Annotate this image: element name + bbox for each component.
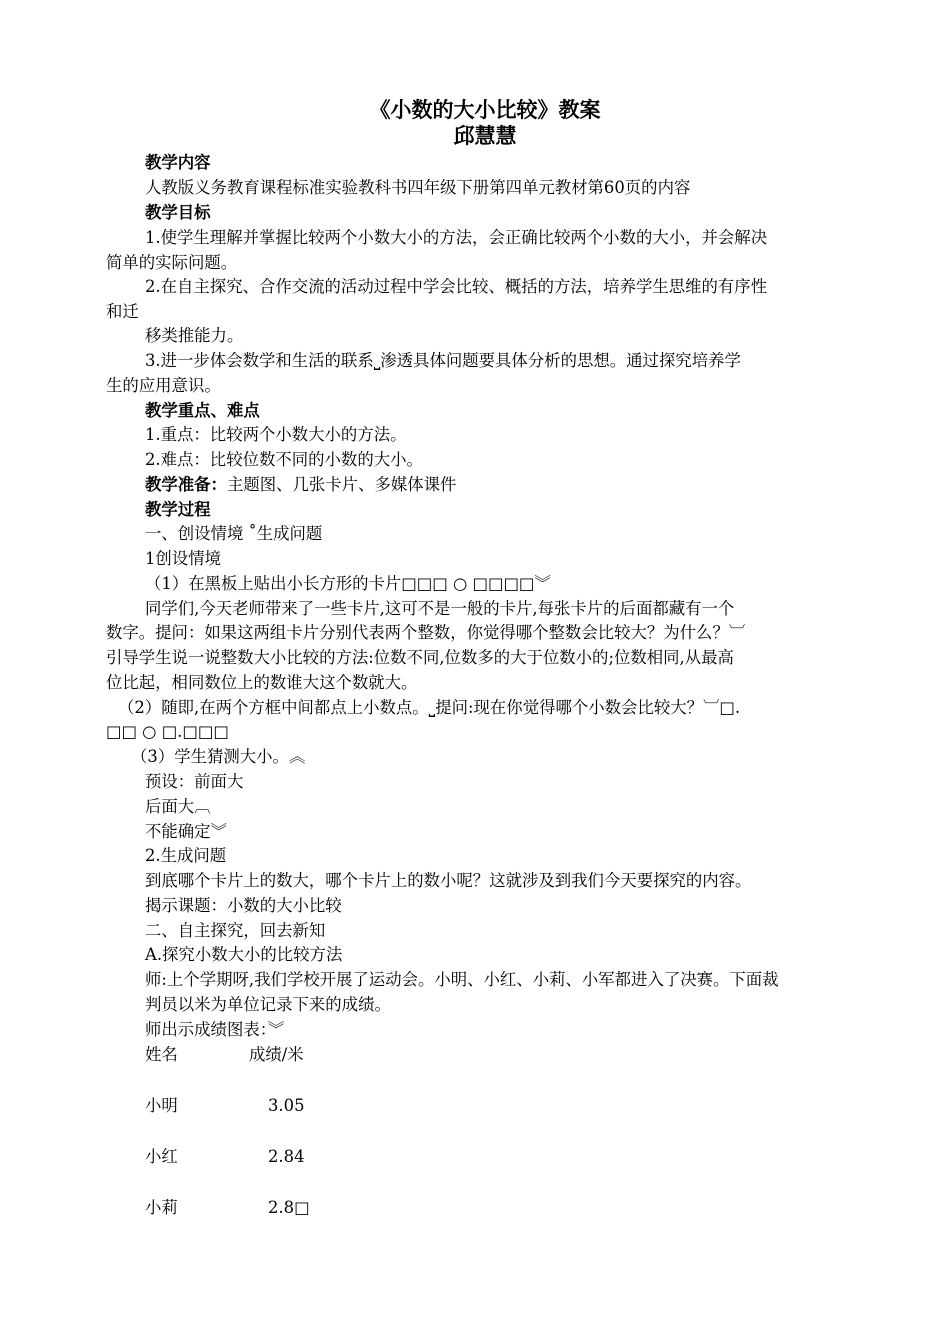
heading-teaching-content: 教学内容 [145, 153, 211, 172]
process-line: 一、创设情境 ˚生成问题 [145, 524, 323, 543]
goal-1-line-2: 简单的实际问题。 [106, 253, 238, 272]
process-line: □□ ○ □.□□□ [106, 722, 229, 741]
goal-2-line-1: 2.在自主探究、合作交流的活动过程中学会比较、概括的方法，培养学生思维的有序性 [145, 277, 768, 296]
goal-3-line-2: 生的应用意识。 [106, 376, 221, 395]
process-line: 数字。提问：如果这两组卡片分别代表两个整数，你觉得哪个整数会比较大？为什么？︺ [106, 623, 746, 642]
preparation-label: 教学准备： [145, 475, 227, 494]
table-cell-score: 2.8□ [268, 1198, 310, 1217]
process-line: 判员以米为单位记录下来的成绩。 [145, 995, 391, 1014]
heading-teaching-goals: 教学目标 [145, 203, 211, 222]
goal-2-line-2: 和迁 [106, 302, 139, 321]
goal-2-line-3: 移类推能力。 [145, 326, 244, 345]
process-line: 引导学生说一说整数大小比较的方法:位数不同,位数多的大于位数小的;位数相同,从最高 [106, 648, 734, 667]
process-line: 2.生成问题 [145, 846, 227, 865]
document-title: 《小数的大小比较》教案 [369, 98, 601, 122]
process-line: 同学们,今天老师带来了一些卡片,这可不是一般的卡片,每张卡片的后面都藏有一个 [145, 599, 735, 618]
table-cell-score: 2.84 [268, 1147, 305, 1166]
process-line: 1创设情境 [145, 549, 221, 568]
preparation-text: 主题图、几张卡片、多媒体课件 [226, 475, 457, 494]
table-cell-score: 3.05 [268, 1096, 305, 1115]
process-line: （1）在黑板上贴出小长方形的卡片□□□ ○ □□□□︾ [145, 574, 551, 593]
process-line: （3）学生猜测大小。︽ [131, 747, 306, 766]
process-line: 位比起，相同数位上的数谁大这个数就大。 [106, 673, 418, 692]
table-cell-name: 小明 [145, 1096, 178, 1115]
goal-3-line-1: 3.进一步体会数学和生活的联系⎵渗透具体问题要具体分析的思想。通过探究培养学 [145, 351, 741, 370]
document-author: 邱慧慧 [453, 124, 517, 148]
process-line: 二、自主探究，回去新知 [145, 921, 326, 940]
table-cell-name: 小莉 [145, 1198, 178, 1217]
process-line: 到底哪个卡片上的数大，哪个卡片上的数小呢？这就涉及到我们今天要探究的内容。 [145, 871, 752, 890]
table-header-name: 姓名 [145, 1045, 178, 1064]
process-line: 后面大︹ [145, 797, 211, 816]
process-line: （2）随即,在两个方框中间都点上小数点。⎵提问:现在你觉得哪个小数会比较大？︺□. [118, 698, 741, 717]
teaching-preparation [145, 473, 456, 497]
process-line: 师:上个学期呀,我们学校开展了运动会。小明、小红、小莉、小军都进入了决赛。下面裁 [145, 970, 779, 989]
key-point-2: 2.难点：比较位数不同的小数的大小。 [145, 450, 423, 469]
heading-teaching-process: 教学过程 [145, 500, 211, 519]
table-header-score: 成绩/米 [249, 1045, 304, 1064]
table-cell-name: 小红 [145, 1147, 178, 1166]
process-line: 不能确定︾ [145, 822, 227, 841]
process-line: A.探究小数大小的比较方法 [145, 945, 343, 964]
teaching-content-text: 人教版义务教育课程标准实验教科书四年级下册第四单元教材第60页的内容 [145, 178, 691, 197]
process-line: 揭示课题：小数的大小比较 [145, 896, 342, 915]
key-point-1: 1.重点：比较两个小数大小的方法。 [145, 425, 407, 444]
goal-1-line-1: 1.使学生理解并掌握比较两个小数大小的方法，会正确比较两个小数的大小，并会解决 [145, 228, 768, 247]
heading-key-points: 教学重点、难点 [145, 401, 260, 420]
process-line: 师出示成绩图表：︾ [145, 1020, 285, 1039]
process-line: 预设：前面大 [145, 772, 244, 791]
